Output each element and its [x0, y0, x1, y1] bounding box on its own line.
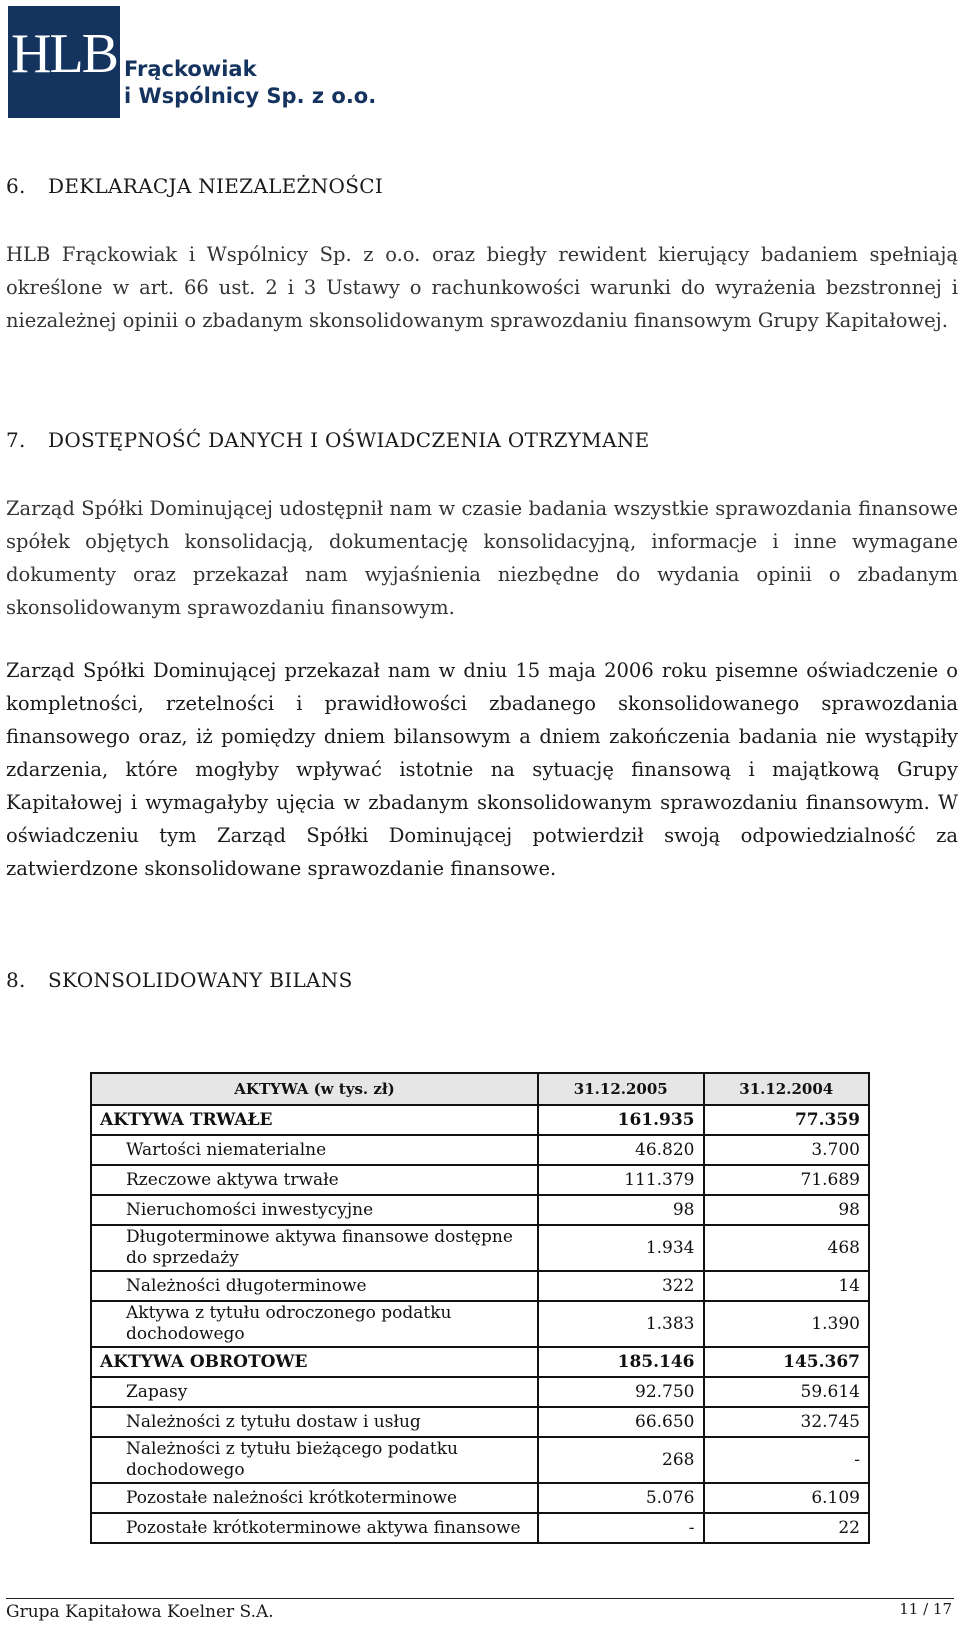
row-value-2004: 77.359 — [704, 1105, 870, 1135]
section-7-paragraph-2: Zarząd Spółki Dominującej przekazał nam w dniu 15 maja 2006 roku pisemne oświadczenie o kompletności, rzetelności i prawidłowości zbadanego skonsolidowanego sprawozdania finansowego oraz, iż pomiędzy dniem bilansowym a dniem zakończenia badania nie wystąpiły zdarzenia, które mogłyby wpływać istotnie na sytuację finansową i majątkową Grupy Kapitałowej i wymagałyby ujęcia w zbadanym skonsolidowanym sprawozdaniu finansowym. W oświadczeniu tym Zarząd Spółki Dominującej potwierdził swoją odpowiedzialność za zatwierdzone skonsolidowane sprawozdanie finansowe. — [6, 659, 958, 880]
table-header-row — [91, 1073, 869, 1105]
table-row — [91, 1225, 869, 1271]
row-label: Zapasy — [91, 1377, 538, 1407]
row-value-2004: 468 — [704, 1225, 870, 1271]
row-value-2004: 6.109 — [704, 1483, 870, 1513]
row-value-2004: 3.700 — [704, 1135, 870, 1165]
table-row — [91, 1483, 869, 1513]
table-row — [91, 1165, 869, 1195]
row-value-2004: 71.689 — [704, 1165, 870, 1195]
row-label: Pozostałe krótkoterminowe aktywa finansowe — [91, 1513, 538, 1543]
row-value-2004: 145.367 — [704, 1347, 870, 1377]
row-label: Aktywa z tytułu odroczonego podatku dochodowego — [91, 1301, 538, 1347]
row-value-2005: 111.379 — [538, 1165, 703, 1195]
section-8-title: SKONSOLIDOWANY BILANS — [48, 968, 353, 992]
row-value-2005: 46.820 — [538, 1135, 703, 1165]
table-row — [91, 1271, 869, 1301]
section-7-heading — [6, 428, 650, 452]
header-2004: 31.12.2004 — [704, 1073, 870, 1105]
row-value-2005: 322 — [538, 1271, 703, 1301]
section-8-heading — [6, 968, 353, 992]
row-value-2005: 66.650 — [538, 1407, 703, 1437]
table-row — [91, 1407, 869, 1437]
section-7-title: DOSTĘPNOŚĆ DANYCH I OŚWIADCZENIA OTRZYMANE — [48, 428, 650, 452]
section-6-title: DEKLARACJA NIEZALEŻNOŚCI — [48, 174, 384, 198]
hlb-logo — [8, 6, 120, 118]
row-value-2005: 161.935 — [538, 1105, 703, 1135]
table-row — [91, 1437, 869, 1483]
row-label: Pozostałe należności krótkoterminowe — [91, 1483, 538, 1513]
row-label: Wartości niematerialne — [91, 1135, 538, 1165]
logo-letters: HLB — [11, 23, 117, 85]
row-value-2005: 98 — [538, 1195, 703, 1225]
page-number: 11 / 17 — [899, 1600, 952, 1618]
row-value-2005: - — [538, 1513, 703, 1543]
row-value-2004: 22 — [704, 1513, 870, 1543]
row-label: Długoterminowe aktywa finansowe dostępne do sprzedaży — [91, 1225, 538, 1271]
section-6-heading — [6, 174, 383, 198]
row-label: Należności długoterminowe — [91, 1271, 538, 1301]
row-value-2004: 32.745 — [704, 1407, 870, 1437]
logo-company-name — [124, 56, 376, 110]
row-label: Nieruchomości inwestycyjne — [91, 1195, 538, 1225]
table-row — [91, 1377, 869, 1407]
logo-line-2: i Wspólnicy Sp. z o.o. — [124, 84, 377, 108]
header-2005: 31.12.2005 — [538, 1073, 703, 1105]
row-value-2005: 5.076 — [538, 1483, 703, 1513]
row-value-2005: 185.146 — [538, 1347, 703, 1377]
row-value-2004: - — [704, 1437, 870, 1483]
header-assets: AKTYWA (w tys. zł) — [91, 1073, 538, 1105]
row-value-2005: 268 — [538, 1437, 703, 1483]
row-value-2004: 1.390 — [704, 1301, 870, 1347]
section-7-paragraph-1: Zarząd Spółki Dominującej udostępnił nam w czasie badania wszystkie sprawozdania finansowe spółek objętych konsolidacją, dokumentację konsolidacyjną, informacje i inne wymagane dokumenty oraz przekazał nam wyjaśnienia niezbędne do wydania opinii o zbadanym skonsolidowanym sprawozdaniu finansowym. — [6, 497, 958, 619]
table-row — [91, 1301, 869, 1347]
row-label: Rzeczowe aktywa trwałe — [91, 1165, 538, 1195]
row-value-2004: 14 — [704, 1271, 870, 1301]
footer-divider — [6, 1598, 954, 1599]
row-label: AKTYWA TRWAŁE — [91, 1105, 538, 1135]
logo-line-1: Frąckowiak — [124, 57, 257, 81]
row-value-2004: 98 — [704, 1195, 870, 1225]
table-row — [91, 1135, 869, 1165]
table-row — [91, 1105, 869, 1135]
table-row — [91, 1513, 869, 1543]
footer-company: Grupa Kapitałowa Koelner S.A. — [6, 1602, 274, 1622]
row-value-2004: 59.614 — [704, 1377, 870, 1407]
row-label: Należności z tytułu bieżącego podatku dochodowego — [91, 1437, 538, 1483]
row-value-2005: 1.383 — [538, 1301, 703, 1347]
section-6-body: HLB Frąckowiak i Wspólnicy Sp. z o.o. oraz biegły rewident kierujący badaniem spełniają określone w art. 66 ust. 2 i 3 Ustawy o rachunkowości warunki do wyrażenia bezstronnej i niezależnej opinii o zbadanym skonsolidowanym sprawozdaniu finansowym Grupy Kapitałowej. — [6, 243, 958, 332]
section-8-number: 8. — [6, 968, 26, 992]
row-label: AKTYWA OBROTOWE — [91, 1347, 538, 1377]
section-6-number: 6. — [6, 174, 26, 198]
table-row — [91, 1347, 869, 1377]
table-row — [91, 1195, 869, 1225]
section-7-number: 7. — [6, 428, 26, 452]
row-value-2005: 1.934 — [538, 1225, 703, 1271]
row-value-2005: 92.750 — [538, 1377, 703, 1407]
row-label: Należności z tytułu dostaw i usług — [91, 1407, 538, 1437]
balance-sheet-table — [90, 1072, 870, 1544]
